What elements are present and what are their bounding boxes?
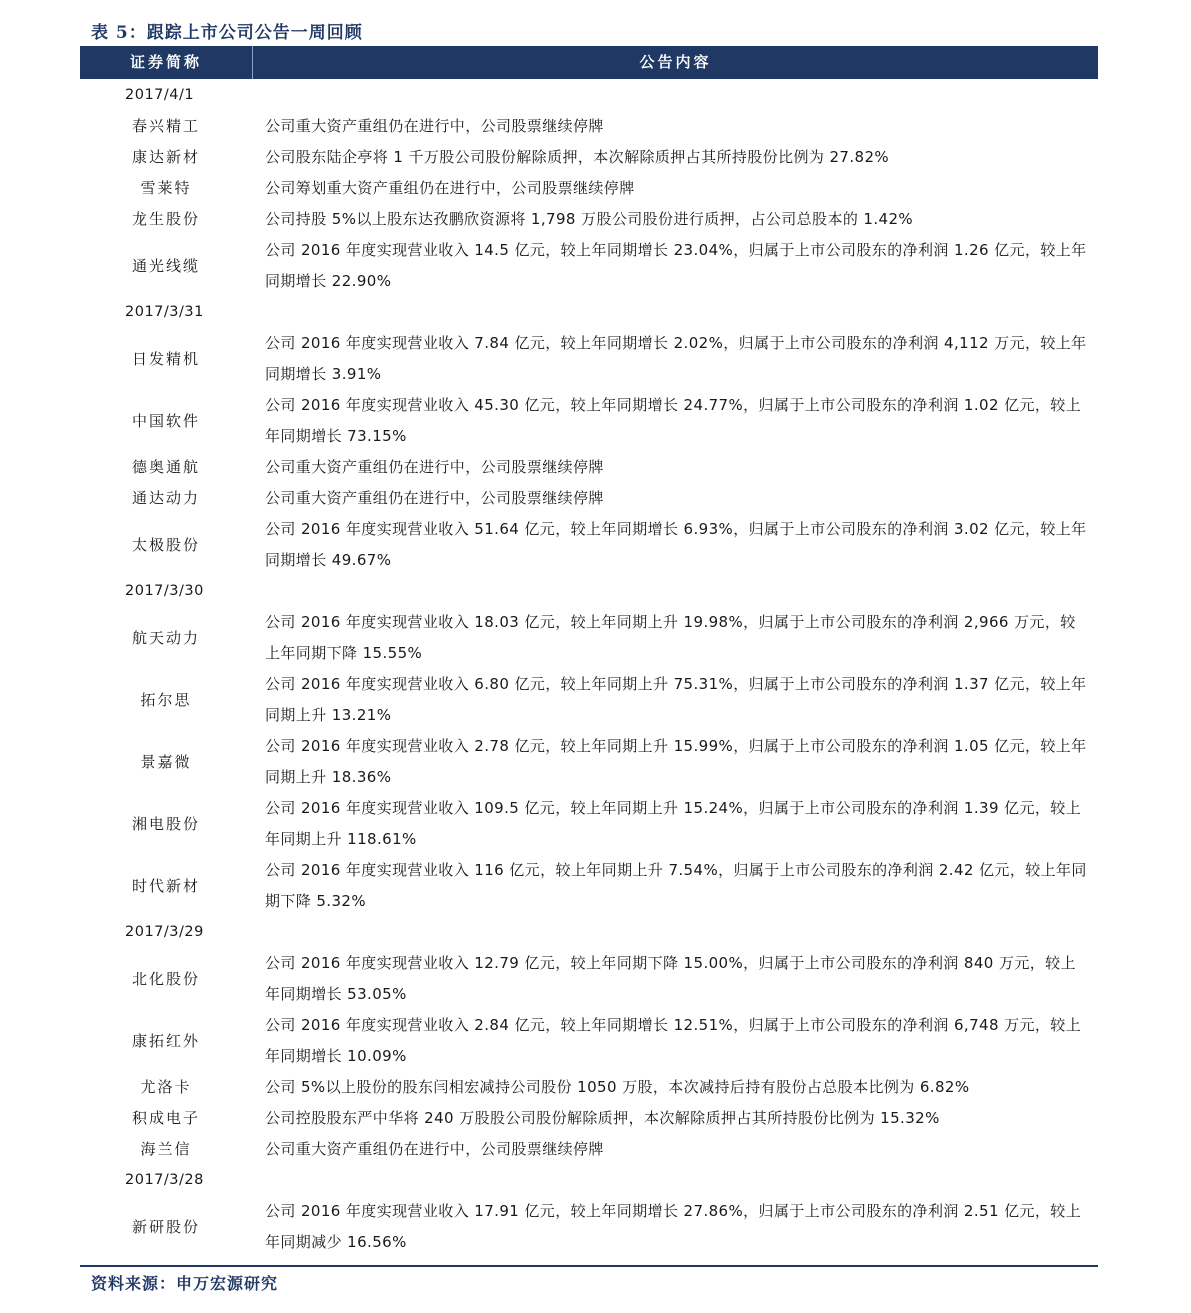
- announcement-cell: 公司 2016 年度实现营业收入 109.5 亿元，较上年同期上升 15.24%，归属于上市公司股东的净利润 1.39 亿元，较上年同期上升 118.61%: [265, 799, 1082, 848]
- table-row: [80, 731, 1098, 793]
- security-name-cell: 龙生股份: [131, 210, 200, 228]
- date-group-row: 2017/3/30: [125, 583, 204, 599]
- table-row: [80, 142, 1098, 173]
- announcement-cell: 公司 2016 年度实现营业收入 17.91 亿元，较上年同期增长 27.86%，归属于上市公司股东的净利润 2.51 亿元，较上年同期减少 16.56%: [265, 1202, 1082, 1251]
- security-name-cell: 尤洛卡: [140, 1078, 192, 1096]
- announcement-cell: 公司 2016 年度实现营业收入 51.64 亿元，较上年同期增长 6.93%，归属于上市公司股东的净利润 3.02 亿元，较上年同期增长 49.67%: [265, 520, 1087, 569]
- security-name-cell: 通达动力: [131, 489, 200, 507]
- table-row: [80, 328, 1098, 390]
- table-row: [80, 855, 1098, 917]
- announcement-cell: 公司 5%以上股份的股东闫相宏减持公司股份 1050 万股，本次减持后持有股份占总股本比例为 6.82%: [265, 1078, 970, 1096]
- announcement-cell: 公司 2016 年度实现营业收入 45.30 亿元，较上年同期增长 24.77%，归属于上市公司股东的净利润 1.02 亿元，较上年同期增长 73.15%: [265, 396, 1082, 445]
- announcement-cell: 公司 2016 年度实现营业收入 2.84 亿元，较上年同期增长 12.51%，归属于上市公司股东的净利润 6,748 万元，较上年同期增长 10.09%: [265, 1016, 1082, 1065]
- security-name-cell: 中国软件: [131, 411, 200, 430]
- date-group-row: 2017/3/31: [125, 304, 204, 320]
- security-name-cell: 景嘉微: [140, 752, 192, 771]
- security-name-cell: 通光线缆: [131, 256, 200, 275]
- security-name-cell: 春兴精工: [131, 117, 200, 135]
- table-row: [80, 111, 1098, 142]
- table-row: [80, 1010, 1098, 1072]
- announcement-cell: 公司持股 5%以上股东达孜鹏欣资源将 1,798 万股公司股份进行质押，占公司总股本的 1.42%: [265, 210, 914, 228]
- announcement-cell: 公司筹划重大资产重组仍在进行中，公司股票继续停牌: [265, 179, 635, 197]
- table-row: [80, 514, 1098, 576]
- table-body: [80, 80, 1098, 1258]
- table-row: [80, 793, 1098, 855]
- announcement-cell: 公司 2016 年度实现营业收入 6.80 亿元，较上年同期上升 75.31%，归属于上市公司股东的净利润 1.37 亿元，较上年同期上升 13.21%: [265, 675, 1087, 724]
- security-name-cell: 康拓红外: [131, 1031, 200, 1050]
- announcement-cell: 公司重大资产重组仍在进行中，公司股票继续停牌: [265, 117, 604, 135]
- table-row: [80, 204, 1098, 235]
- header-announcement-content: 公告内容: [639, 53, 712, 71]
- table-row: [80, 1103, 1098, 1134]
- announcement-cell: 公司 2016 年度实现营业收入 7.84 亿元，较上年同期增长 2.02%，归属于上市公司股东的净利润 4,112 万元，较上年同期增长 3.91%: [265, 334, 1087, 383]
- security-name-cell: 日发精机: [131, 349, 200, 368]
- security-name-cell: 时代新材: [131, 876, 200, 895]
- table-row: [80, 1134, 1098, 1165]
- table-row: [80, 173, 1098, 204]
- security-name-cell: 太极股份: [131, 535, 200, 554]
- announcement-cell: 公司 2016 年度实现营业收入 2.78 亿元，较上年同期上升 15.99%，归属于上市公司股东的净利润 1.05 亿元，较上年同期上升 18.36%: [265, 737, 1087, 786]
- announcement-cell: 公司 2016 年度实现营业收入 12.79 亿元，较上年同期下降 15.00%，归属于上市公司股东的净利润 840 万元，较上年同期增长 53.05%: [265, 954, 1076, 1003]
- table-row: [80, 390, 1098, 452]
- table-row: [80, 1072, 1098, 1103]
- table-row: [80, 483, 1098, 514]
- table-row: [80, 452, 1098, 483]
- security-name-cell: 北化股份: [131, 969, 200, 988]
- announcement-cell: 公司 2016 年度实现营业收入 14.5 亿元，较上年同期增长 23.04%，归属于上市公司股东的净利润 1.26 亿元，较上年同期增长 22.90%: [265, 241, 1087, 290]
- footer-rule: [80, 1265, 1098, 1267]
- security-name-cell: 湘电股份: [131, 814, 200, 833]
- table-title: 表 5：跟踪上市公司公告一周回顾: [91, 23, 363, 43]
- date-group-row: 2017/3/28: [125, 1172, 204, 1188]
- table-row: [80, 607, 1098, 669]
- table-row: [80, 235, 1098, 297]
- date-group-row: 2017/3/29: [125, 924, 204, 940]
- announcement-cell: 公司重大资产重组仍在进行中，公司股票继续停牌: [265, 1140, 604, 1158]
- announcement-cell: 公司控股股东严中华将 240 万股股公司股份解除质押，本次解除质押占其所持股份比例为 15.32%: [265, 1109, 940, 1127]
- announcement-cell: 公司 2016 年度实现营业收入 18.03 亿元，较上年同期上升 19.98%，归属于上市公司股东的净利润 2,966 万元，较上年同期下降 15.55%: [265, 613, 1076, 662]
- source-note: 资料来源：申万宏源研究: [91, 1274, 279, 1293]
- announcement-cell: 公司 2016 年度实现营业收入 116 亿元，较上年同期上升 7.54%，归属于上市公司股东的净利润 2.42 亿元，较上年同期下降 5.32%: [265, 861, 1087, 910]
- security-name-cell: 康达新材: [131, 148, 200, 166]
- security-name-cell: 新研股份: [131, 1217, 200, 1236]
- security-name-cell: 积成电子: [131, 1109, 200, 1127]
- announcement-cell: 公司重大资产重组仍在进行中，公司股票继续停牌: [265, 458, 604, 476]
- header-security-name: 证券简称: [129, 53, 202, 71]
- security-name-cell: 海兰信: [140, 1140, 192, 1158]
- security-name-cell: 拓尔思: [140, 690, 192, 709]
- security-name-cell: 航天动力: [131, 628, 200, 647]
- table-header: [80, 46, 1098, 79]
- announcement-cell: 公司股东陆企亭将 1 千万股公司股份解除质押，本次解除质押占其所持股份比例为 27.82%: [265, 148, 890, 166]
- announcement-cell: 公司重大资产重组仍在进行中，公司股票继续停牌: [265, 489, 604, 507]
- security-name-cell: 德奥通航: [131, 458, 200, 476]
- security-name-cell: 雪莱特: [140, 179, 192, 197]
- table-row: [80, 669, 1098, 731]
- table-row: [80, 948, 1098, 1010]
- table-row: [80, 1196, 1098, 1258]
- date-group-row: 2017/4/1: [125, 87, 195, 103]
